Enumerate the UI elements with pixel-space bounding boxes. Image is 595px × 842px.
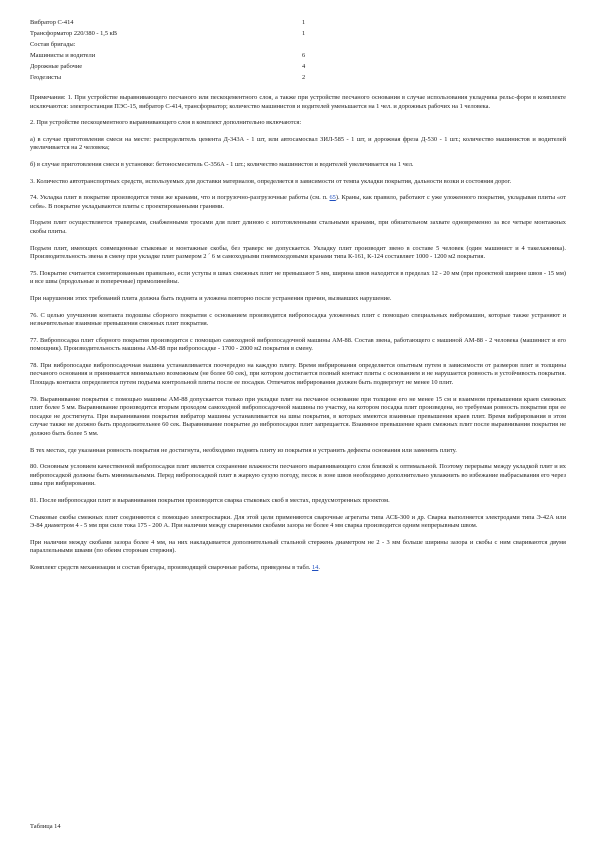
table-14-link[interactable]: 14 [311,563,319,571]
equipment-value: 6 [302,52,306,60]
equipment-name: Вибратор С-414 [30,19,74,27]
section-75-paragraph: 75. Покрытие считается смонтированным правильно, если уступы в швах смежных плит не превышают 5 мм, ширина швов находится в пределах 12 - 20 мм (при проектной ширине швов - 15 мм) и все швы (продольные и поперечные) прямолинейны. [30,269,566,286]
note-paragraph: 3. Количество автотранспортных средств, используемых для доставки материалов, определяется в зависимости от темпа укладки покрытия, дальности возки и состояния дорог. [30,177,512,185]
equipment-row [30,40,320,51]
section-77-paragraph: 77. Вибропосадка плит сборного покрытия производится с помощью самоходной вибропосадочной машины АМ-88. Состав звена, работающего с машиной АМ-88 - 2 человека (машинист и его помощник). Производительность машины АМ-88 при вибропосадке - 1700 - 2000 м2 покрытия в смену. [30,336,566,353]
body-paragraph: Подъем плит, имеющих совмещенные стыковые и монтажные скобы, без траверс не допускается. Укладку плит производит звено в составе 5 человек (один машинист и 4 такелажника). Производительность звена в смену при укладке плит размером 2 ´ 6 м самоходными пневмоходовыми кранами типа К-161, К-124 составляет 1000 - 1200 м2 покрытия. [30,244,566,261]
equipment-name: Состав бригады: [30,41,76,49]
table-reference-paragraph [30,564,566,573]
note-paragraph: а) в случае приготовления смеси на месте: распределитель цемента Д-343А - 1 шт, или автосамосвал ЗИЛ-585 - 1 шт, и дорожная фреза Д-530 - 1 шт.; количество машинистов и водителей увеличивается на 2 человека; [30,135,566,152]
clause-65-link[interactable]: 65 [329,194,336,202]
body-paragraph: В тех местах, где указанная ровность покрытия не достигнута, необходимо поднять плиту из покрытия и устранить дефекты основания или заменить плиту. [30,446,457,454]
equipment-list [30,18,320,84]
section-79-paragraph: 79. Выравнивание покрытия с помощью машины АМ-88 допускается только при укладке плит на песчаное основание при толщине его не менее 15 см и взаимном превышении краев смежных плит более 5 мм. Выравнивание производится вторым проходом самоходной вибропосадочной машины по участку, на котором посадка плит произведена, но требуемая ровность покрытия при ее посадке не достигнута. При выравнивании покрытия вибратор машины устанавливается на швы покрытия, в которых имеются взаимные превышения краев плит. Время вибрирования в этом случае также не должно быть продолжительнее 60 сек. Выравнивание покрытие до вибропосадки плит запрещается. Взаимное превышение краев смежных плит после выравнивания покрытия не должно быть более 5 мм. [30,395,566,438]
note-paragraph: 2. При устройстве пескоцементного выравнивающего слоя в комплект дополнительно включаются: [30,119,302,127]
section-74-paragraph [30,194,566,211]
equipment-row [30,51,320,62]
equipment-row [30,18,320,29]
equipment-row [30,73,320,84]
body-paragraph: Стыковые скобы смежных плит соединяются с помощью электросварки. Для этой цели применяются сварочные агрегаты типа АСБ-300 и др. Сварка выполняется электродами типа Э-42А или Э-84 диаметром 4 - 5 мм при силе тока 175 - 200 А. При наличии между сваренными скобами зазора не более 4 мм сварка производится одним непрерывным швом. [30,513,566,530]
paragraph-text: . [318,563,320,571]
document-body [30,94,566,581]
section-76-paragraph: 76. С целью улучшения контакта подошвы сборного покрытия с основанием производится вибропосадка уложенных плит с помощью специальных вибромашин, которые также устраняют и незначительные взаимные превышения смежных плит покрытия. [30,311,566,328]
table-caption: Таблица 14 [30,823,61,830]
equipment-value: 4 [302,63,306,71]
equipment-name: Машинисты и водители [30,52,96,60]
body-paragraph: При нарушении этих требований плита должна быть поднята и уложена повторно после устранения причин, вызвавших нарушение. [30,294,392,302]
paragraph-text: 74. Укладка плит в покрытие производится теми же кранами, что и погрузочно-разгрузочные работы (см. п. [30,194,330,202]
equipment-name: Трансформатор 220/380 - 1,5 кВ [30,30,118,38]
body-paragraph: При наличии между скобами зазора более 4 мм, на них накладывается дополнительный стальной стержень диаметром не 2 - 3 мм больше ширины зазора и скобы с ним свариваются двумя параллельными швами (по обеим сторонам стержня). [30,538,566,555]
equipment-value: 1 [302,19,306,27]
paragraph-text: Комплект средств механизации и состав бригады, производящей сварочные работы, приведены в табл. [30,563,312,571]
section-80-paragraph: 80. Основным условием качественной вибропосадки плит является сохранение влажности песчаного выравнивающего слоя близкой к оптимальной. Поэтому перерывы между укладкой плит и их вибропосадкой должны быть минимальными. Перед вибропосадкой плит в жаркую сухую погоду, песок в зоне швов необходимо дополнительно увлажнить во избежание выбрасывания его через швы при вибрировании. [30,463,566,488]
section-78-paragraph: 78. При вибропосадке вибропосадочная машина устанавливается поочередно на каждую плиту. Время вибрирования определяется опытным путем в зависимости от размеров плит и толщины песчаного основания и принимается минимально возможным (не более 60 сек), при котором достигается полный контакт плиты с основанием и не нарушается ровность и устойчивость покрытия. Площадь контакта определяется путем подъема контрольной плиты после ее посадки. Отпечаток вибрирования должен быть подвергнут не менее 10 плит. [30,361,566,387]
equipment-value: 1 [302,30,306,38]
equipment-name: Дорожные рабочие [30,63,83,71]
paragraph-text: ). Краны, как правило, работают с уже уложенного покрытия, укладывая плиты «от себя». В покрытие укладываются плиты с проектированными гранями. [30,194,566,210]
equipment-value: 2 [302,74,306,82]
section-81-paragraph: 81. После вибропосадки плит и выравнивания покрытия производится сварка стыковых скоб в местах, предусмотренных проектом. [30,497,390,504]
body-paragraph: Подъем плит осуществляется траверсами, снабженными тросами для плит длиною с изготовленными стальными кранами, при обязательном захвате одновременно за все четыре монтажных скобы плиты. [30,219,566,235]
equipment-name: Геодезисты [30,74,62,82]
equipment-row [30,62,320,73]
note-paragraph: б) в случае приготовления смеси в установке: бетоносмеситель С-356А - 1 шт.; количество машинистов и водителей увеличивается на 1 чел. [30,160,414,168]
note-paragraph: Примечания: 1. При устройстве выравнивающего песчаного или пескоцементного слоя, а также при устройстве песчаного основания в случае использования укладчика рельс-форм в комплекте исключаются: электростанция ПЭС-15, вибратор С-414, трансформатор; количество машинистов и водителей уменьшается на 1 чел. и дорожных рабочих на 1 человека. [30,94,566,110]
equipment-row [30,29,320,40]
